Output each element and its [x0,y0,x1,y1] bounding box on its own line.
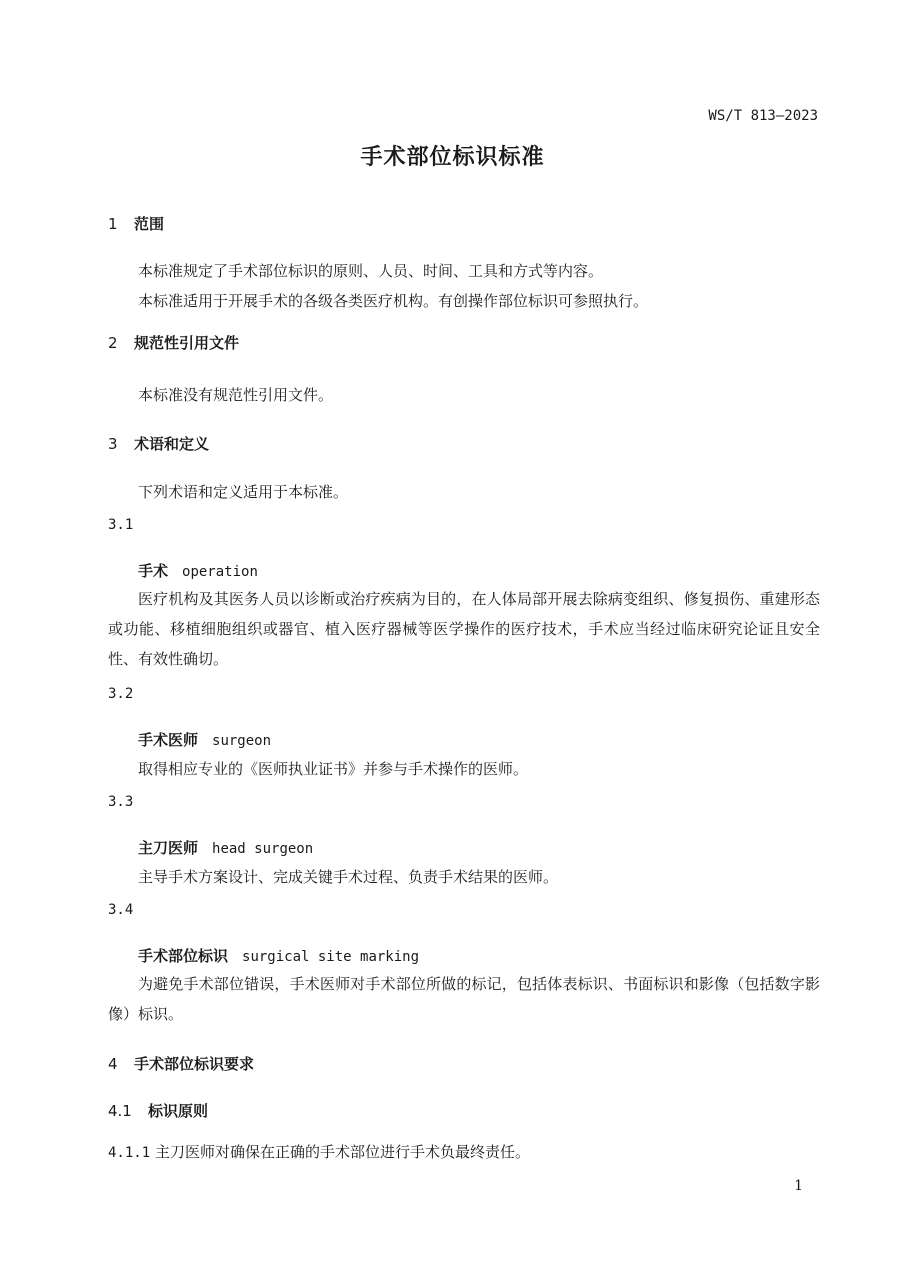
section-title: 规范性引用文件 [134,334,240,352]
clause-text: 主刀医师对确保在正确的手术部位进行手术负最终责任。 [154,1143,530,1161]
term-number: 3.2 [108,686,134,702]
term-definition: 取得相应专业的《医师执业证书》并参与手术操作的医师。 [138,760,529,778]
standard-code: WS/T 813—2023 [708,108,818,124]
section-title: 手术部位标识要求 [134,1055,255,1073]
term-en: surgeon [212,733,272,749]
section-title: 术语和定义 [134,435,210,453]
section-1-heading [108,213,820,234]
term-number: 3.4 [108,902,134,918]
section-title: 范围 [134,215,165,233]
subsection-title: 标识原则 [148,1102,209,1120]
term-zh: 手术医师 [138,731,199,749]
term-heading [108,729,820,750]
section-number: 3 [108,435,118,453]
term-number: 3.1 [108,517,134,533]
term-heading [108,560,820,581]
paragraph: 本标准规定了手术部位标识的原则、人员、时间、工具和方式等内容。 [138,262,604,280]
paragraph: 本标准没有规范性引用文件。 [138,386,334,404]
section-4-heading [108,1053,820,1074]
term-zh: 手术 [138,562,169,580]
term-heading [108,945,820,966]
term-en: surgical site marking [242,949,420,965]
subsection-number: 4.1 [108,1102,132,1120]
term-en: head surgeon [212,841,314,857]
term-en: operation [182,564,258,580]
section-2-body [108,380,820,410]
subsection-4-1-heading [108,1100,820,1121]
clause-number: 4.1.1 [108,1145,151,1161]
section-3-intro: 下列术语和定义适用于本标准。 [138,483,349,501]
clause-4-1-1 [108,1137,820,1168]
paragraph: 本标准适用于开展手术的各级各类医疗机构。有创操作部位标识可参照执行。 [138,292,649,310]
page-number: 1 [794,1178,803,1194]
term-zh: 手术部位标识 [138,947,229,965]
section-3-heading [108,433,820,454]
section-number: 4 [108,1055,118,1073]
section-1-body [108,256,820,316]
term-definition: 为避免手术部位错误，手术医师对手术部位所做的标记，包括体表标识、书面标识和影像（包括数字影像）标识。 [108,975,820,1023]
term-number: 3.3 [108,794,134,810]
section-2-heading [108,332,820,353]
section-number: 2 [108,334,118,352]
term-zh: 主刀医师 [138,839,199,857]
section-number: 1 [108,215,118,233]
term-definition: 主导手术方案设计、完成关键手术过程、负责手术结果的医师。 [138,868,559,886]
term-heading [108,837,820,858]
term-definition: 医疗机构及其医务人员以诊断或治疗疾病为目的，在人体局部开展去除病变组织、修复损伤、重建形态或功能、移植细胞组织或器官、植入医疗器械等医学操作的医疗技术，手术应当经过临床研究论证且安全性、有效性确切。 [108,590,820,668]
document-title: 手术部位标识标准 [360,145,545,170]
